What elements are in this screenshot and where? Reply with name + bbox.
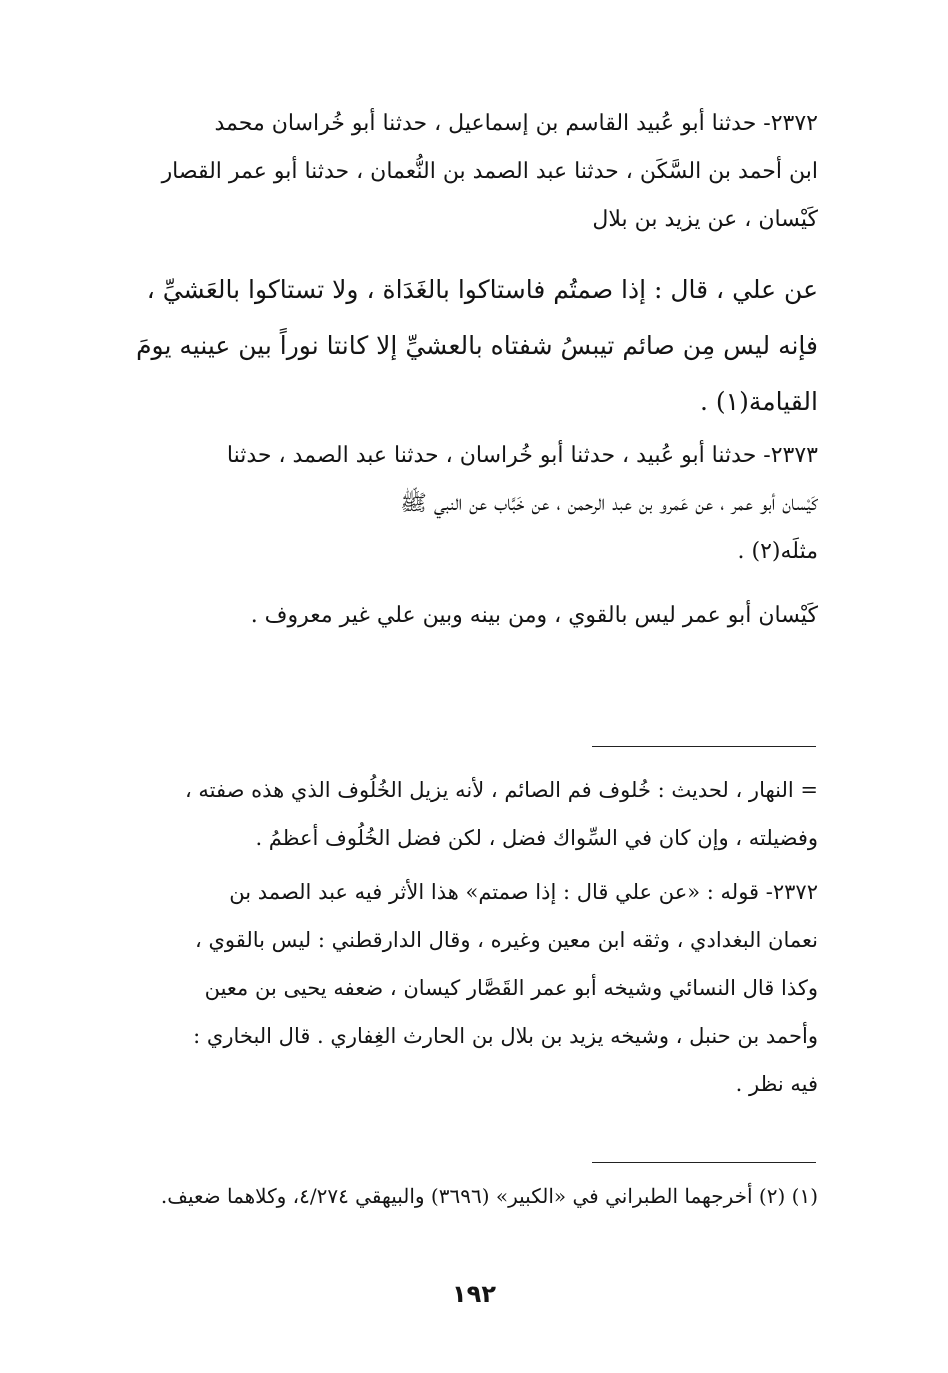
commentary-separator [592,746,816,747]
text-line: وأحمد بن حنبل ، وشيخه يزيد بن بلال بن الحارث الغِفاري . قال البخاري : [193,1024,818,1048]
narrator-remark [108,592,818,640]
text-line: كَيْسان ، عن يزيد بن بلال [592,207,818,232]
text-line: وفضيلته ، وإن كان في السِّواك فضل ، لكن فضل الخُلُوف أعظمُ . [255,826,818,850]
text-line: ٢٣٧٣- حدثنا أبو عُبيد ، حدثنا أبو خُراسان ، حدثنا عبد الصمد ، حدثنا [226,443,818,468]
text-line: ٢٣٧٢- قوله : «عن علي قال : إذا صمتم» هذا الأثر فيه عبد الصمد بن [229,880,818,904]
footnote-text: (١) (٢) أخرجهما الطبراني في «الكبير» (٣٦٩٦) والبيهقي ٤/٢٧٤، وكلاهما ضعيف. [160,1184,818,1208]
text-line: كَيْسان أبو عمر ، عن عَمرو بن عبد الرحمن ، عن خَبَّاب عن النبي ﷺ [400,491,818,516]
text-line: القيامة(١) . [699,387,818,416]
text-line: فيه نظر . [735,1072,818,1096]
hadith-2372-isnad [108,100,818,244]
commentary-2372 [108,868,818,1108]
hadith-2373 [108,432,818,576]
hadith-2372-matn [108,262,818,430]
text-line: = النهار ، لحديث : خُلوف فم الصائم ، لأنه يزيل الخُلُوف الذي هذه صفته ، [184,778,818,802]
text-line: مثلَه(٢) . [737,539,818,564]
text-line: فإنه ليس مِن صائم تيبسُ شفتاه بالعشيِّ إلا كانتا نوراً بين عينيه يومَ [136,331,818,360]
text-line: وكذا قال النسائي وشيخه أبو عمر القَصَّار كيسان ، ضعفه يحيى بن معين [204,976,818,1000]
page-number: ١٩٢ [452,1280,496,1308]
text-line: كَيْسان أبو عمر ليس بالقوي ، ومن بينه وبين علي غير معروف . [250,603,818,628]
text-line: نعمان البغدادي ، وثقه ابن معين وغيره ، وقال الدارقطني : ليس بالقوي ، [195,928,818,952]
footnote-separator [592,1162,816,1163]
text-line: عن علي ، قال : إذا صمتُم فاستاكوا بالغَدَاة ، ولا تستاكوا بالعَشيِّ ، [146,275,818,304]
text-line: ابن أحمد بن السَّكَن ، حدثنا عبد الصمد بن النُّعمان ، حدثنا أبو عمر القصار [161,159,818,184]
commentary-continued [108,766,818,862]
text-line: ٢٣٧٢- حدثنا أبو عُبيد القاسم بن إسماعيل ، حدثنا أبو خُراسان محمد [214,111,818,136]
footnote [108,1170,818,1222]
